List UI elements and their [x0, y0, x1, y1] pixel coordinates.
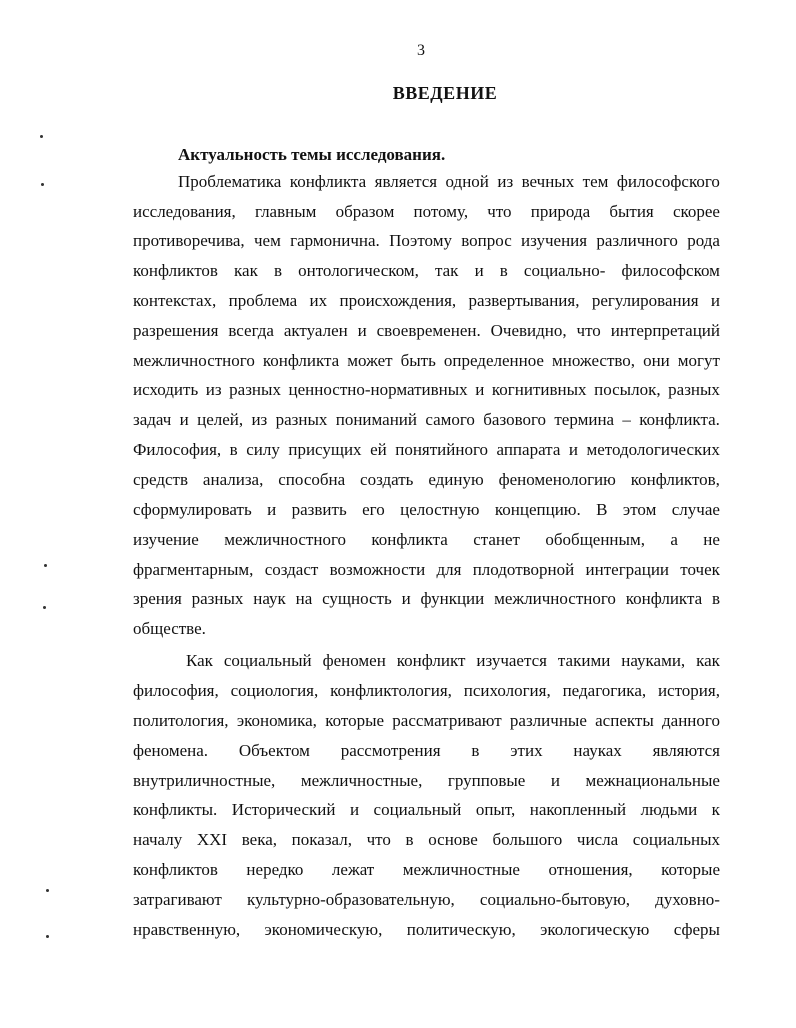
scan-mark [40, 135, 43, 138]
scan-mark [41, 183, 44, 186]
text-line: конфликты. Исторический и социальный опыт, накопленный людьми к [133, 800, 720, 819]
subsection-heading: Актуальность темы исследования. [178, 145, 446, 164]
text-line: разрешения всегда актуален и своевременен. Очевидно, что интерпретаций [133, 321, 720, 340]
text-line: фрагментарным, создаст возможности для плодотворной интеграции точек [133, 560, 720, 579]
text-line: внутриличностные, межличностные, групповые и межнациональные [133, 771, 720, 790]
page-number: 3 [417, 42, 425, 59]
text-line: исходить из разных ценностно-нормативных и когнитивных посылок, разных [133, 380, 720, 399]
text-line: Проблематика конфликта является одной из вечных тем философского [178, 172, 720, 191]
text-line: изучение межличностного конфликта станет обобщенным, а не [133, 530, 720, 549]
scan-mark [46, 889, 49, 892]
text-line: затрагивают культурно-образовательную, социально-бытовую, духовно- [133, 890, 720, 909]
text-line: конфликтов как в онтологическом, так и в социально- философском [133, 261, 720, 280]
text-line: межличностного конфликта может быть определенное множество, они могут [133, 351, 720, 370]
scan-mark [43, 606, 46, 609]
text-line: началу XXI века, показал, что в основе большого числа социальных [133, 830, 720, 849]
text-line: конфликтов нередко лежат межличностные отношения, которые [133, 860, 720, 879]
text-line: исследования, главным образом потому, что природа бытия скорее [133, 202, 720, 221]
text-line: нравственную, экономическую, политическую, экологическую сферы [133, 920, 720, 939]
section-heading: ВВЕДЕНИЕ [392, 83, 498, 103]
text-line: задач и целей, из разных пониманий самого базового термина – конфликта. [133, 410, 720, 429]
text-line: сформулировать и развить его целостную концепцию. В этом случае [133, 500, 720, 519]
text-line: средств анализа, способна создать единую феноменологию конфликтов, [133, 470, 720, 489]
text-line: зрения разных наук на сущность и функции межличностного конфликта в [133, 589, 720, 608]
text-line: Философия, в силу присущих ей понятийного аппарата и методологических [133, 440, 720, 459]
text-line: контекстах, проблема их происхождения, развертывания, регулирования и [133, 291, 720, 310]
text-line: философия, социология, конфликтология, психология, педагогика, история, [133, 681, 720, 700]
text-line: политология, экономика, которые рассматривают различные аспекты данного [133, 711, 720, 730]
text-line: феномена. Объектом рассмотрения в этих науках являются [133, 741, 720, 760]
scan-mark [44, 564, 47, 567]
text-line: Как социальный феномен конфликт изучается такими науками, как [186, 651, 720, 670]
scan-mark [46, 935, 49, 938]
text-line: противоречива, чем гармонична. Поэтому вопрос изучения различного рода [133, 231, 720, 250]
text-line: обществе. [133, 619, 206, 638]
